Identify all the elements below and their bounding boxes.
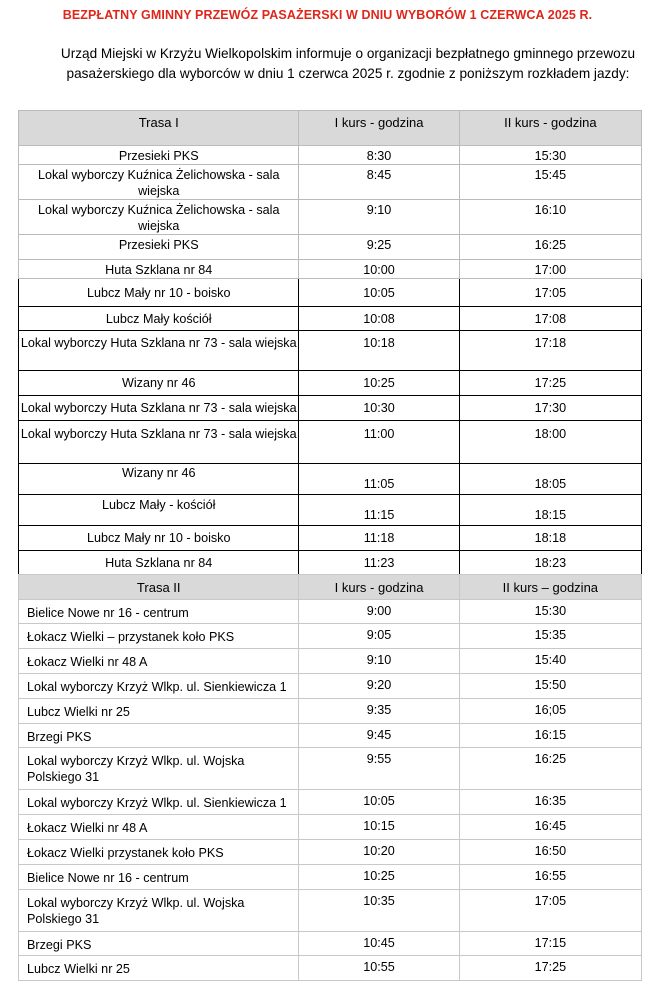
course-2-time: 17:00: [459, 260, 641, 279]
course-1-time: 10:35: [299, 890, 459, 932]
table-row: [19, 674, 642, 699]
stop-name: Lokal wyborczy Huta Szklana nr 73 - sala wiejska: [19, 421, 299, 464]
stop-name: Łokacz Wielki nr 48 A: [19, 815, 299, 840]
table-row: [19, 371, 642, 396]
table-row: [19, 624, 642, 649]
stop-name: Lubcz Wielki nr 25: [19, 699, 299, 724]
table-row: [19, 699, 642, 724]
stop-name: Lubcz Mały - kościół: [19, 495, 299, 526]
stop-name: Lokal wyborczy Krzyż Wlkp. ul. Wojska Polskiego 31: [19, 748, 299, 790]
course-1-time: 9:05: [299, 624, 459, 649]
table-row: [19, 307, 642, 331]
stop-name: Łokacz Wielki – przystanek koło PKS: [19, 624, 299, 649]
course-2-time: 15:40: [459, 649, 641, 674]
course-1-time: 10:45: [299, 932, 459, 956]
course-2-time: 15:35: [459, 624, 641, 649]
stop-name: Lubcz Mały kościół: [19, 307, 299, 331]
course-2-time: 16:35: [459, 790, 641, 815]
course-2-time: 18:15: [459, 495, 641, 526]
stop-name: Lokal wyborczy Huta Szklana nr 73 - sala wiejska: [19, 331, 299, 371]
route-1-header-course-1: I kurs - godzina: [299, 111, 459, 146]
table-row: [19, 235, 642, 260]
stop-name: Łokacz Wielki nr 48 A: [19, 649, 299, 674]
course-2-time: 16;05: [459, 699, 641, 724]
intro-line-1: Urząd Miejski w Krzyżu Wielkopolskim informuje o organizacji bezpłatnego gminnego przewozu: [60, 46, 636, 61]
course-1-time: 10:05: [299, 790, 459, 815]
course-1-time: 9:45: [299, 724, 459, 748]
stop-name: Brzegi PKS: [19, 724, 299, 748]
stop-name: Przesieki PKS: [19, 235, 299, 260]
course-1-time: 10:08: [299, 307, 459, 331]
course-1-time: 10:25: [299, 865, 459, 890]
course-1-time: 9:35: [299, 699, 459, 724]
stop-name: Huta Szklana nr 84: [19, 260, 299, 279]
course-2-time: 16:45: [459, 815, 641, 840]
course-1-time: 11:23: [299, 551, 459, 576]
course-2-time: 17:05: [459, 890, 641, 932]
course-1-time: 11:00: [299, 421, 459, 464]
table-row: [19, 790, 642, 815]
course-2-time: 18:00: [459, 421, 641, 464]
stop-name: Wizany nr 46: [19, 371, 299, 396]
course-2-time: 17:05: [459, 279, 641, 307]
stop-name: Lubcz Mały nr 10 - boisko: [19, 279, 299, 307]
route-1-timetable: [18, 110, 642, 576]
course-1-time: 9:10: [299, 649, 459, 674]
course-2-time: 17:18: [459, 331, 641, 371]
table-row: [19, 464, 642, 495]
course-1-time: 10:18: [299, 331, 459, 371]
stop-name: Lokal wyborczy Krzyż Wlkp. ul. Wojska Polskiego 31: [19, 890, 299, 932]
course-1-time: 10:15: [299, 815, 459, 840]
course-2-time: 17:08: [459, 307, 641, 331]
course-2-time: 18:05: [459, 464, 641, 495]
stop-name: Huta Szklana nr 84: [19, 551, 299, 576]
table-row: [19, 932, 642, 956]
course-2-time: 18:18: [459, 526, 641, 551]
course-1-time: 9:20: [299, 674, 459, 699]
stop-name: Przesieki PKS: [19, 146, 299, 165]
course-1-time: 11:05: [299, 464, 459, 495]
course-2-time: 17:25: [459, 956, 641, 981]
course-1-time: 8:45: [299, 165, 459, 200]
course-2-time: 15:30: [459, 146, 641, 165]
course-1-time: 8:30: [299, 146, 459, 165]
table-row: [19, 956, 642, 981]
table-row: [19, 649, 642, 674]
course-1-time: 10:00: [299, 260, 459, 279]
course-1-time: 9:25: [299, 235, 459, 260]
stop-name: Łokacz Wielki przystanek koło PKS: [19, 840, 299, 865]
stop-name: Lokal wyborczy Krzyż Wlkp. ul. Sienkiewicza 1: [19, 674, 299, 699]
stop-name: Lokal wyborczy Kuźnica Żelichowska - sala wiejska: [19, 165, 299, 200]
course-1-time: 9:00: [299, 600, 459, 624]
route-2-header-course-2: II kurs – godzina: [459, 575, 641, 600]
course-1-time: 9:10: [299, 200, 459, 235]
intro-paragraph: [48, 44, 648, 84]
table-row: [19, 840, 642, 865]
course-2-time: 16:15: [459, 724, 641, 748]
table-row: [19, 600, 642, 624]
table-row: [19, 815, 642, 840]
table-row: [19, 260, 642, 279]
route-2-header-row: [19, 575, 642, 600]
course-1-time: 10:20: [299, 840, 459, 865]
table-row: [19, 724, 642, 748]
stop-name: Lokal wyborczy Kuźnica Żelichowska - sala wiejska: [19, 200, 299, 235]
route-2-header-course-1: I kurs - godzina: [299, 575, 459, 600]
table-row: [19, 146, 642, 165]
stop-name: Wizany nr 46: [19, 464, 299, 495]
course-1-time: 9:55: [299, 748, 459, 790]
stop-name: Lubcz Wielki nr 25: [19, 956, 299, 981]
page-title: BEZPŁATNY GMINNY PRZEWÓZ PASAŻERSKI W DNIU WYBORÓW 1 CZERWCA 2025 R.: [62, 8, 593, 22]
course-2-time: 16:50: [459, 840, 641, 865]
course-2-time: 15:45: [459, 165, 641, 200]
stop-name: Lokal wyborczy Huta Szklana nr 73 - sala wiejska: [19, 396, 299, 421]
course-2-time: 16:25: [459, 235, 641, 260]
table-row: [19, 396, 642, 421]
route-2-timetable: [18, 574, 642, 981]
course-2-time: 17:30: [459, 396, 641, 421]
stop-name: Lokal wyborczy Krzyż Wlkp. ul. Sienkiewicza 1: [19, 790, 299, 815]
table-row: [19, 279, 642, 307]
route-1-header-course-2: II kurs - godzina: [459, 111, 641, 146]
route-1-header-stop: Trasa I: [19, 111, 299, 146]
table-row: [19, 495, 642, 526]
course-2-time: 18:23: [459, 551, 641, 576]
course-1-time: 11:18: [299, 526, 459, 551]
course-2-time: 16:55: [459, 865, 641, 890]
course-2-time: 16:10: [459, 200, 641, 235]
table-row: [19, 165, 642, 200]
course-1-time: 10:30: [299, 396, 459, 421]
course-2-time: 15:30: [459, 600, 641, 624]
course-1-time: 10:55: [299, 956, 459, 981]
stop-name: Bielice Nowe nr 16 - centrum: [19, 600, 299, 624]
stop-name: Brzegi PKS: [19, 932, 299, 956]
course-1-time: 10:05: [299, 279, 459, 307]
table-row: [19, 200, 642, 235]
table-row: [19, 865, 642, 890]
table-row: [19, 421, 642, 464]
table-row: [19, 551, 642, 576]
stop-name: Lubcz Mały nr 10 - boisko: [19, 526, 299, 551]
course-1-time: 11:15: [299, 495, 459, 526]
course-2-time: 16:25: [459, 748, 641, 790]
course-1-time: 10:25: [299, 371, 459, 396]
table-row: [19, 890, 642, 932]
course-2-time: 15:50: [459, 674, 641, 699]
route-2-header-stop: Trasa II: [19, 575, 299, 600]
table-row: [19, 748, 642, 790]
table-row: [19, 331, 642, 371]
table-row: [19, 526, 642, 551]
course-2-time: 17:25: [459, 371, 641, 396]
intro-line-2: pasażerskiego dla wyborców w dniu 1 czerwca 2025 r. zgodnie z poniższym rozkładem jazdy:: [66, 66, 630, 81]
route-1-header-row: [19, 111, 642, 146]
course-2-time: 17:15: [459, 932, 641, 956]
stop-name: Bielice Nowe nr 16 - centrum: [19, 865, 299, 890]
